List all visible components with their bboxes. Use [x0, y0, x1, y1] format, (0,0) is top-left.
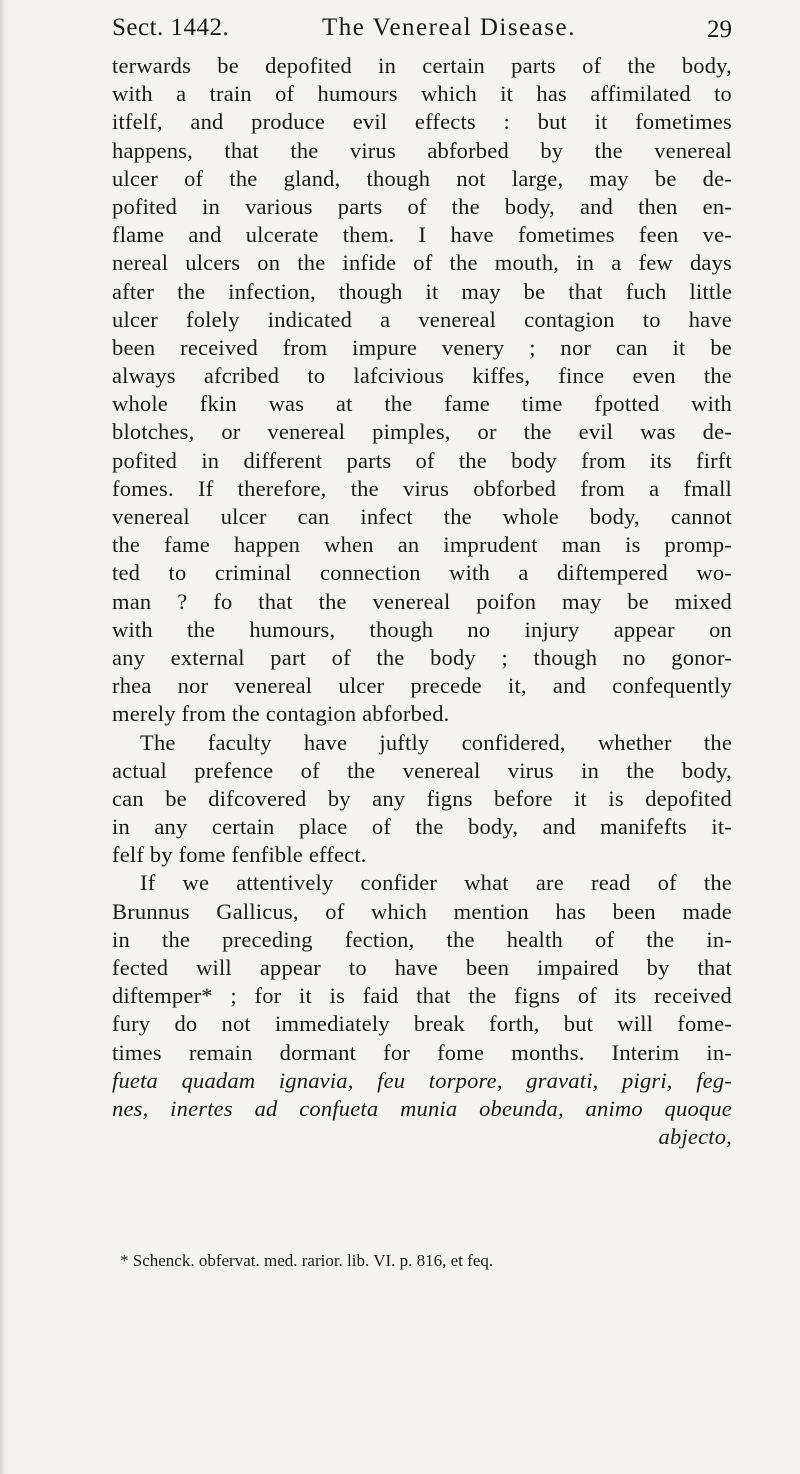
- text-line: man ? fo that the venereal poifon may be mixed: [112, 588, 732, 614]
- text-line: venereal ulcer can infect the whole body, cannot: [112, 504, 732, 529]
- text-line: diftemper* ; for it is faid that the figns of its received: [112, 983, 732, 1009]
- text-line: been received from impure venery ; nor can it be: [112, 334, 732, 360]
- text-line: whole fkin was at the fame time fpotted with: [112, 391, 732, 417]
- text-line: fury do not immediately break forth, but will fome-: [112, 1011, 732, 1037]
- section-number: Sect. 1442.: [112, 14, 230, 41]
- text-line-latin: nes, inertes ad confueta munia obeunda, animo quoque: [112, 1095, 732, 1121]
- footnote: * Schenck. obfervat. med. rarior. lib. VI. p. 816, et feq.: [120, 1251, 494, 1270]
- text-line: nereal ulcers on the infide of the mouth, in a few days: [112, 250, 732, 276]
- text-line: pofited in different parts of the body from its firft: [112, 447, 732, 473]
- text-line-latin-start: times remain dormant for fome months. Interim in-: [112, 1039, 732, 1065]
- text-line: in any certain place of the body, and manifefts it-: [112, 814, 732, 840]
- text-line: flame and ulcerate them. I have fometimes feen ve-: [112, 222, 732, 248]
- text-line: actual prefence of the venereal virus in the body,: [112, 757, 732, 783]
- page-gutter-shadow: [0, 0, 6, 1474]
- text-line: ulcer of the gland, though not large, may be de-: [112, 165, 732, 191]
- text-line: after the infection, though it may be that fuch little: [112, 278, 732, 304]
- running-header: [112, 14, 732, 54]
- text-line: blotches, or venereal pimples, or the evil was de-: [112, 419, 732, 445]
- text-line-fomes: fomes. If therefore, the virus obforbed from a fmall: [112, 475, 732, 501]
- text-line: ulcer folely indicated a venereal contagion to have: [112, 306, 732, 332]
- text-line: any external part of the body ; though no gonor-: [112, 644, 732, 670]
- text-line: itfelf, and produce evil effects : but it fometimes: [112, 109, 732, 135]
- text-line-paragraph-end: merely from the contagion abforbed.: [112, 701, 450, 727]
- text-line-paragraph-end: felf by fome fenfible effect.: [112, 842, 367, 868]
- text-line-brunnus: Brunnus Gallicus, of which mention has been made: [112, 898, 732, 924]
- text-line: happens, that the virus abforbed by the venereal: [112, 137, 732, 163]
- page-number: 29: [707, 16, 732, 43]
- text-line: the fame happen when an imprudent man is promp-: [112, 532, 732, 558]
- text-line: in the preceding fection, the health of the in-: [112, 926, 732, 952]
- text-line: fected will appear to have been impaired by that: [112, 955, 732, 980]
- running-title: The Venereal Disease.: [322, 14, 576, 41]
- text-line: rhea nor venereal ulcer precede it, and confequently: [112, 673, 732, 699]
- text-line-latin: fueta quadam ignavia, feu torpore, gravati, pigri, feg-: [112, 1067, 732, 1093]
- text-line: with a train of humours which it has affimilated to: [112, 81, 732, 107]
- text-line: pofited in various parts of the body, and then en-: [112, 193, 732, 219]
- text-line: with the humours, though no injury appear on: [112, 616, 732, 642]
- text-line-paragraph-start: The faculty have juftly confidered, whether the: [140, 729, 732, 755]
- body-text: [112, 52, 732, 1151]
- catchword: abjecto,: [658, 1124, 732, 1150]
- text-line: terwards be depofited in certain parts of the body,: [112, 53, 732, 78]
- text-line-paragraph-start: If we attentively confider what are read of the: [140, 870, 732, 896]
- text-line: always afcribed to lafcivious kiffes, fince even the: [112, 363, 732, 389]
- text-line: ted to criminal connection with a diftempered wo-: [112, 560, 732, 586]
- text-line: can be difcovered by any figns before it is depofited: [112, 785, 732, 811]
